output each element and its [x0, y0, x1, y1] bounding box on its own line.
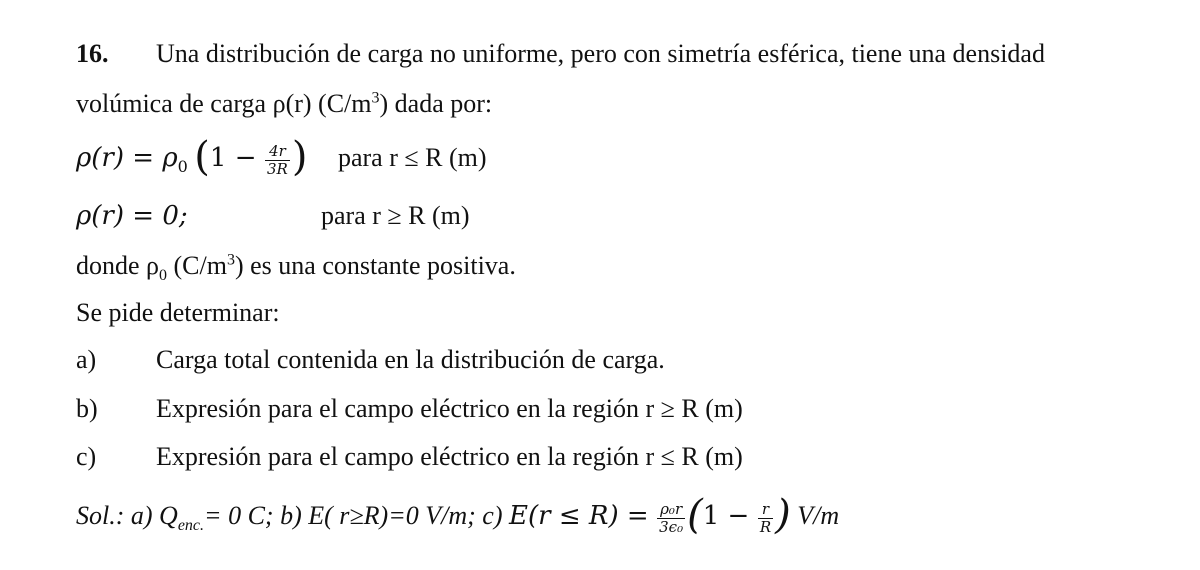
eq2-condition: para r ≥ R (m)	[321, 201, 470, 230]
sol-sub: enc.	[177, 517, 205, 535]
donde-b: (C/m	[167, 251, 227, 280]
item-a	[76, 344, 665, 376]
sol-fraction	[657, 501, 685, 536]
sol-left-paren: (	[687, 492, 703, 539]
item-c-text: Expresión para el campo eléctrico en la región r ≤ R (m)	[156, 442, 743, 471]
eq1-lhs: ρ(r) = ρ	[76, 143, 178, 173]
donde-sub: 0	[159, 267, 168, 285]
right-paren: )	[291, 134, 308, 181]
item-b-label: b)	[76, 394, 98, 423]
eq1-condition: para r ≤ R (m)	[337, 143, 487, 172]
problem-intro-line1	[76, 38, 1045, 70]
left-paren: (	[194, 134, 210, 181]
eq1-one-minus: 1 −	[209, 143, 257, 173]
sol-part1: Sol.: a) Q	[76, 501, 178, 530]
equation-2	[76, 200, 470, 232]
eq1-frac-den: 3R	[267, 159, 288, 178]
item-a-label: a)	[76, 345, 97, 374]
sol-fraction-2	[758, 501, 773, 536]
item-b-text: Expresión para el campo eléctrico en la región r ≥ R (m)	[156, 394, 743, 423]
eq1-fraction	[265, 143, 290, 178]
eq2-lhs: ρ(r) = 0;	[76, 201, 188, 231]
item-c	[76, 441, 743, 473]
sol-frac-num: ρ₀r	[657, 501, 685, 519]
intro-sup: 3	[371, 89, 380, 107]
se-pide-line: Se pide determinar:	[76, 298, 280, 327]
intro-text-2b: ) dada por:	[379, 89, 493, 118]
item-a-text: Carga total contenida en la distribución de carga.	[156, 345, 665, 374]
donde-line	[76, 250, 516, 285]
sol-one-minus: 1 −	[702, 501, 750, 531]
problem-number: 16.	[76, 39, 109, 68]
sol-frac-den: 3ϵ₀	[659, 517, 684, 536]
item-c-label: c)	[76, 442, 97, 471]
intro-text-2a: volúmica de carga ρ(r) (C/m	[76, 89, 372, 118]
item-b	[76, 393, 743, 425]
sol-right-paren: )	[775, 492, 791, 539]
sol-unit: V/m	[797, 501, 840, 530]
donde-sup: 3	[226, 251, 235, 269]
solution-line	[76, 492, 840, 539]
donde-c: ) es una constante positiva.	[234, 251, 516, 280]
donde-a: donde ρ	[76, 251, 160, 280]
eq1-frac-num: 4r	[265, 143, 290, 161]
problem-intro-line2	[76, 88, 492, 120]
sol-expr-lhs: E(r ≤ R) =	[509, 501, 649, 531]
sol-frac2-den: R	[759, 517, 772, 536]
eq1-lhs-sub: 0	[177, 157, 188, 177]
equation-1	[76, 134, 487, 181]
sol-frac2-num: r	[758, 501, 773, 519]
sol-part2: = 0 C; b) E( r≥R)=0 V/m; c)	[204, 501, 509, 530]
intro-text-1: Una distribución de carga no uniforme, pero con simetría esférica, tiene una densidad	[156, 39, 1045, 68]
